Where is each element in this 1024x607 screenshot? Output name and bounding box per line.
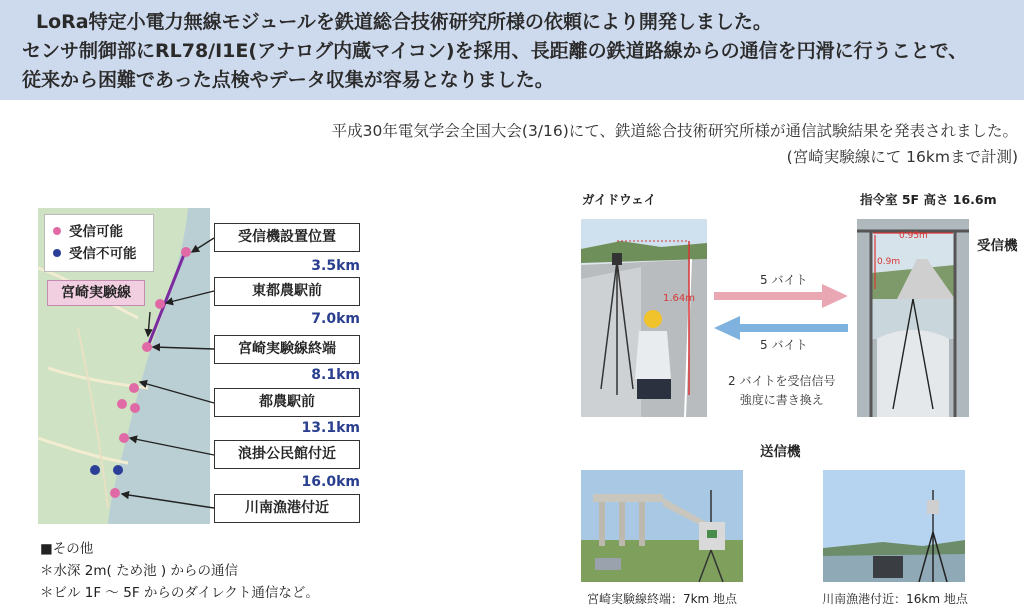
guideway-label: ガイドウェイ xyxy=(582,192,657,207)
notes-title: ■その他 xyxy=(40,541,94,557)
station-box-1: 受信機設置位置 xyxy=(214,223,360,252)
transmitter-photo-7km-art xyxy=(581,470,743,582)
intro-line-1: LoRa特定小電力無線モジュールを鉄道総合技術研究所様の依頼により開発しました。 xyxy=(36,11,772,33)
width-measure: 0.95m xyxy=(899,231,928,241)
control-room-photo-art xyxy=(857,219,969,417)
notes-item-2: ＊ビル 1F ～ 5F からのダイレクト通信など。 xyxy=(40,585,319,601)
transfer-arrows xyxy=(712,280,852,340)
intro-line-3: 従来から困難であった点検やデータ収集が容易となりました。 xyxy=(22,69,554,91)
guideway-photo xyxy=(581,219,707,417)
station-distance-3: 8.1km xyxy=(311,367,360,383)
transmitter-label: 送信機 xyxy=(760,444,801,460)
guideway-photo-art xyxy=(581,219,707,417)
station-box-5: 浪掛公民館付近 xyxy=(214,440,360,469)
arrow-right-text: 5 バイト xyxy=(760,273,808,287)
station-distance-2: 7.0km xyxy=(311,311,360,327)
announcement-line-2: (宮崎実験線にて 16kmまで計測) xyxy=(786,148,1018,166)
control-room-photo xyxy=(857,219,969,417)
control-room-label: 指令室 5F 高さ 16.6m xyxy=(860,192,997,207)
station-box-3: 宮崎実験線終端 xyxy=(214,335,360,364)
receiver-label: 受信機 xyxy=(977,238,1018,254)
legend-ng: 受信不可能 xyxy=(69,246,137,262)
station-distance-5: 16.0km xyxy=(301,474,360,490)
station-distance-4: 13.1km xyxy=(301,420,360,436)
rewrite-line-1: 2 バイトを受信信号 xyxy=(728,374,836,388)
transmitter-photo-16km xyxy=(823,470,965,582)
announcement-line-1: 平成30年電気学会全国大会(3/16)にて、鉄道総合技術研究所様が通信試験結果を発表されました。 xyxy=(331,122,1018,140)
rewrite-note xyxy=(728,372,835,410)
depth-measure: 0.9m xyxy=(877,257,901,267)
caption-16km: 川南漁港付近：16km 地点 xyxy=(822,592,968,606)
rewrite-line-2: 強度に書き換え xyxy=(739,393,824,407)
transmitter-photo-7km xyxy=(581,470,743,582)
station-box-2: 東都農駅前 xyxy=(214,277,360,306)
notes xyxy=(40,538,319,604)
notes-item-1: ＊水深 2m( ため池 ) からの通信 xyxy=(40,563,238,579)
caption-7km: 宮崎実験線終端：7km 地点 xyxy=(586,592,738,606)
legend-ok: 受信可能 xyxy=(69,224,123,240)
height-measure: 1.64m xyxy=(663,293,696,304)
station-distance-1: 3.5km xyxy=(311,258,360,274)
transmitter-photo-16km-art xyxy=(823,470,965,582)
test-line-label: 宮崎実験線 xyxy=(47,280,145,306)
arrow-left-text: 5 バイト xyxy=(760,338,808,352)
station-box-6: 川南漁港付近 xyxy=(214,494,360,523)
intro-line-2: センサ制御部にRL78/I1E(アナログ内蔵マイコン)を採用、長距離の鉄道路線からの通信を円滑に行うことで、 xyxy=(22,40,968,62)
station-box-4: 都農駅前 xyxy=(214,388,360,417)
